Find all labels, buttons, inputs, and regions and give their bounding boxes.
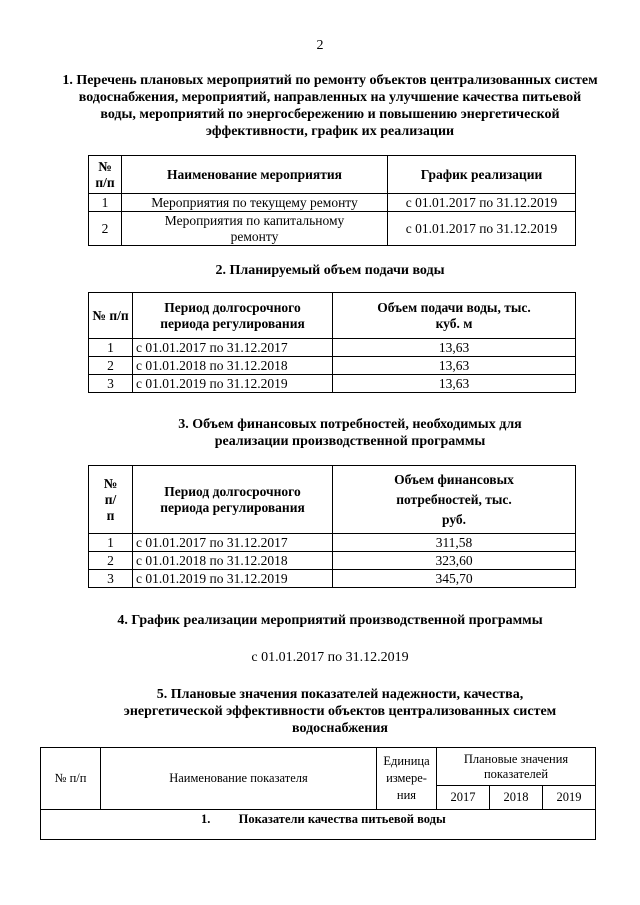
row-period: с 01.01.2019 по 31.12.2019 bbox=[133, 375, 333, 393]
section-1-table bbox=[88, 155, 576, 246]
section-3-title: 3. Объем финансовых потребностей, необходимых для реализации производственной программы bbox=[178, 417, 522, 449]
header-planned: Плановые значения показателей bbox=[437, 748, 596, 786]
subsection-quality bbox=[41, 810, 596, 840]
row-volume: 13,63 bbox=[333, 357, 576, 375]
header-schedule: График реализации bbox=[388, 156, 576, 194]
section-2-title: 2. Планируемый объем подачи воды bbox=[215, 263, 445, 278]
page-number: 2 bbox=[316, 38, 324, 53]
header-unit: Единица измере-ния bbox=[377, 748, 437, 810]
row-num: 3 bbox=[89, 375, 133, 393]
header-indicator: Наименование показателя bbox=[101, 748, 377, 810]
row-volume: 13,63 bbox=[333, 339, 576, 357]
section-5-table bbox=[40, 747, 596, 840]
row-num: 2 bbox=[89, 357, 133, 375]
row-num: 1 bbox=[89, 194, 122, 212]
row-finance: 311,58 bbox=[333, 534, 576, 552]
table-row bbox=[89, 212, 576, 246]
section-4-period: с 01.01.2017 по 31.12.2019 bbox=[251, 650, 409, 665]
header-year-2018: 2018 bbox=[489, 786, 542, 810]
section-2-table bbox=[88, 292, 576, 393]
row-period: с 01.01.2017 по 31.12.2017 bbox=[133, 534, 333, 552]
header-activity: Наименование мероприятия bbox=[122, 156, 388, 194]
header-year-2017: 2017 bbox=[437, 786, 490, 810]
table-row bbox=[89, 194, 576, 212]
row-period: с 01.01.2019 по 31.12.2019 bbox=[133, 570, 333, 588]
row-volume: 13,63 bbox=[333, 375, 576, 393]
section-1-title: 1. Перечень плановых мероприятий по ремонту объектов централизованных систем водоснабжения, мероприятий, направленных на улучшение качества питьевой воды, мероприятий по энергосбережению и повышению энергетической эффективности, график их реализации bbox=[62, 73, 598, 139]
header-num: № п/п bbox=[89, 156, 122, 194]
header-volume: Объем подачи воды, тыс. куб. м bbox=[333, 293, 576, 339]
row-finance: 345,70 bbox=[333, 570, 576, 588]
row-activity: Мероприятия по текущему ремонту bbox=[122, 194, 388, 212]
row-num: 2 bbox=[89, 212, 122, 246]
section-5-title: 5. Плановые значения показателей надежности, качества, энергетической эффективности объектов централизованных систем водоснабжения bbox=[123, 687, 557, 736]
row-num: 1 bbox=[89, 339, 133, 357]
section-4-title: 4. График реализации мероприятий производственной программы bbox=[117, 613, 543, 628]
header-period: Период долгосрочного периода регулирования bbox=[133, 293, 333, 339]
subsection-title: Показатели качества питьевой воды bbox=[238, 812, 446, 826]
table-row bbox=[89, 357, 576, 375]
row-finance: 323,60 bbox=[333, 552, 576, 570]
table-row bbox=[89, 339, 576, 357]
header-num: № п/п bbox=[41, 748, 101, 810]
row-period: с 01.01.2018 по 31.12.2018 bbox=[133, 357, 333, 375]
row-num: 3 bbox=[89, 570, 133, 588]
row-schedule: с 01.01.2017 по 31.12.2019 bbox=[388, 212, 576, 246]
row-num: 2 bbox=[89, 552, 133, 570]
subsection-number: 1. bbox=[201, 812, 211, 826]
table-row bbox=[89, 552, 576, 570]
header-num: № п/п bbox=[89, 466, 133, 534]
table-row bbox=[89, 375, 576, 393]
row-num: 1 bbox=[89, 534, 133, 552]
row-activity: Мероприятия по капитальному ремонту bbox=[122, 212, 388, 246]
row-period: с 01.01.2017 по 31.12.2017 bbox=[133, 339, 333, 357]
header-period: Период долгосрочного периода регулирования bbox=[133, 466, 333, 534]
row-period: с 01.01.2018 по 31.12.2018 bbox=[133, 552, 333, 570]
table-row bbox=[89, 534, 576, 552]
header-year-2019: 2019 bbox=[542, 786, 595, 810]
section-3-table bbox=[88, 465, 576, 588]
table-row bbox=[89, 570, 576, 588]
header-finance: Объем финансовых потребностей, тыс. руб. bbox=[333, 466, 576, 534]
row-schedule: с 01.01.2017 по 31.12.2019 bbox=[388, 194, 576, 212]
header-num: № п/п bbox=[89, 293, 133, 339]
